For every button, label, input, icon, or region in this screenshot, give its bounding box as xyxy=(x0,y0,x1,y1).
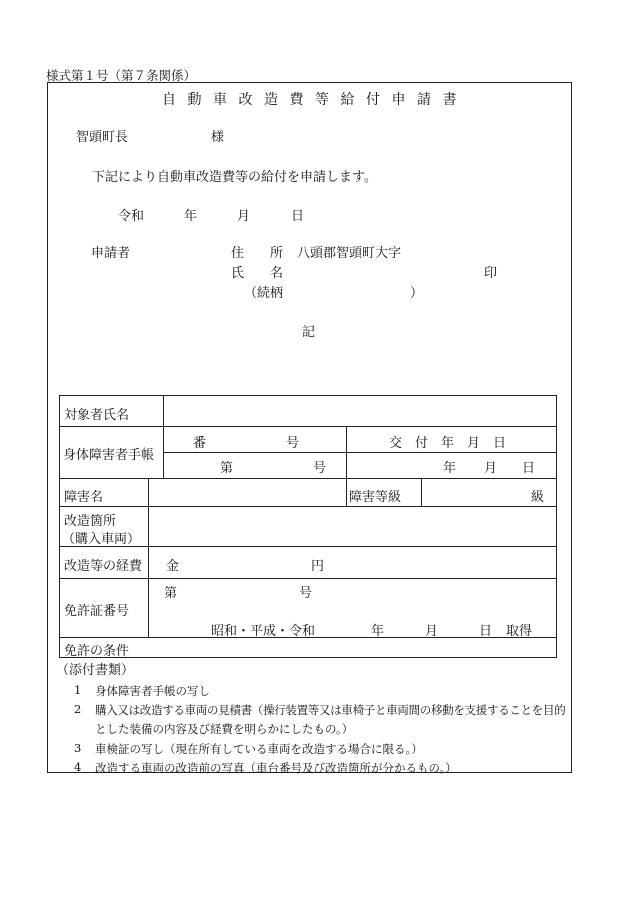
license-year-label: 年 xyxy=(371,624,385,639)
table-rule xyxy=(163,395,164,478)
expense-label: 改造等の経費 xyxy=(64,559,143,574)
attachment-item: 購入又は改造する車両の見積書（操行装置等又は車椅子と車両間の移動を支援することを目的 xyxy=(95,703,566,717)
attachment-number: 4 xyxy=(74,760,82,774)
license-dai-label: 第 xyxy=(164,586,178,601)
license-acquired-label: 取得 xyxy=(506,624,533,639)
table-rule xyxy=(148,478,149,638)
relation-open: （続柄 xyxy=(244,286,284,301)
relation-close: ） xyxy=(410,286,424,301)
addressee-name: 智頭町長 xyxy=(76,130,129,145)
handbook-go-label: 号 xyxy=(286,436,300,451)
address-value: 八頭郡智頭町大字 xyxy=(297,246,402,261)
form-title: 自動車改造費等給付申請書 xyxy=(162,92,468,108)
modification-part-sub-label: （購入車両） xyxy=(62,532,141,547)
addressee-honorific: 様 xyxy=(211,130,225,145)
license-number-label: 免許証番号 xyxy=(64,604,130,619)
license-day-label: 日 xyxy=(479,624,493,639)
attachments-heading: （添付書類） xyxy=(56,663,135,678)
attachment-item: 改造する車両の改造前の写真（車台番号及び改造箇所が分かるもの。） xyxy=(95,761,457,775)
handbook-dai-label: 第 xyxy=(220,461,234,476)
table-rule xyxy=(59,506,557,507)
attachment-item: 車検証の写し（現在所有している車両を改造する場合に限る。） xyxy=(95,742,423,756)
handbook-go2-label: 号 xyxy=(313,461,327,476)
disability-grade-label: 障害等級 xyxy=(349,490,402,505)
table-rule xyxy=(164,452,557,453)
attachment-number: 3 xyxy=(74,741,82,755)
form-number-label: 様式第１号（第７条関係） xyxy=(46,68,197,83)
grade-kyu-label: 級 xyxy=(531,490,545,505)
disability-name-label: 障害名 xyxy=(64,490,104,505)
table-rule xyxy=(59,578,557,579)
table-rule xyxy=(59,426,557,427)
attachment-number: 2 xyxy=(74,702,82,716)
license-era-choice: 昭和・平成・令和 xyxy=(211,624,316,639)
date-era: 令和 xyxy=(118,209,145,224)
intro-text: 下記により自動車改造費等の給付を申請します。 xyxy=(92,170,377,185)
seal-mark: 印 xyxy=(484,266,498,281)
attachment-item: 身体障害者手帳の写し xyxy=(95,684,210,698)
license-conditions-label: 免許の条件 xyxy=(64,644,130,659)
expense-kin-label: 金 xyxy=(166,559,180,574)
date-day: 日 xyxy=(291,209,305,224)
name-label: 氏 名 xyxy=(231,266,284,281)
subject-name-label: 対象者氏名 xyxy=(64,408,130,423)
issue-day-label: 日 xyxy=(522,461,536,476)
attachment-number: 1 xyxy=(74,683,82,697)
issue-date-label: 交 付 年 月 日 xyxy=(389,436,507,451)
date-year: 年 xyxy=(184,209,198,224)
table-rule xyxy=(346,426,347,478)
modification-part-label: 改造箇所 xyxy=(64,514,117,529)
expense-en-label: 円 xyxy=(311,559,325,574)
issue-month-label: 月 xyxy=(484,461,498,476)
issue-year-label: 年 xyxy=(443,461,457,476)
date-month: 月 xyxy=(237,209,251,224)
table-rule xyxy=(59,478,557,479)
ki-heading: 記 xyxy=(302,325,316,340)
license-go-label: 号 xyxy=(299,586,313,601)
handbook-number-label: 番 xyxy=(193,436,207,451)
address-label: 住 所 xyxy=(231,246,284,261)
license-month-label: 月 xyxy=(425,624,439,639)
handbook-label: 身体障害者手帳 xyxy=(63,448,155,463)
table-rule xyxy=(421,478,422,506)
applicant-label: 申請者 xyxy=(91,246,131,261)
attachment-item-continued: とした装備の内容及び経費を明らかにしたもの。） xyxy=(95,722,354,736)
table-rule xyxy=(346,478,347,506)
